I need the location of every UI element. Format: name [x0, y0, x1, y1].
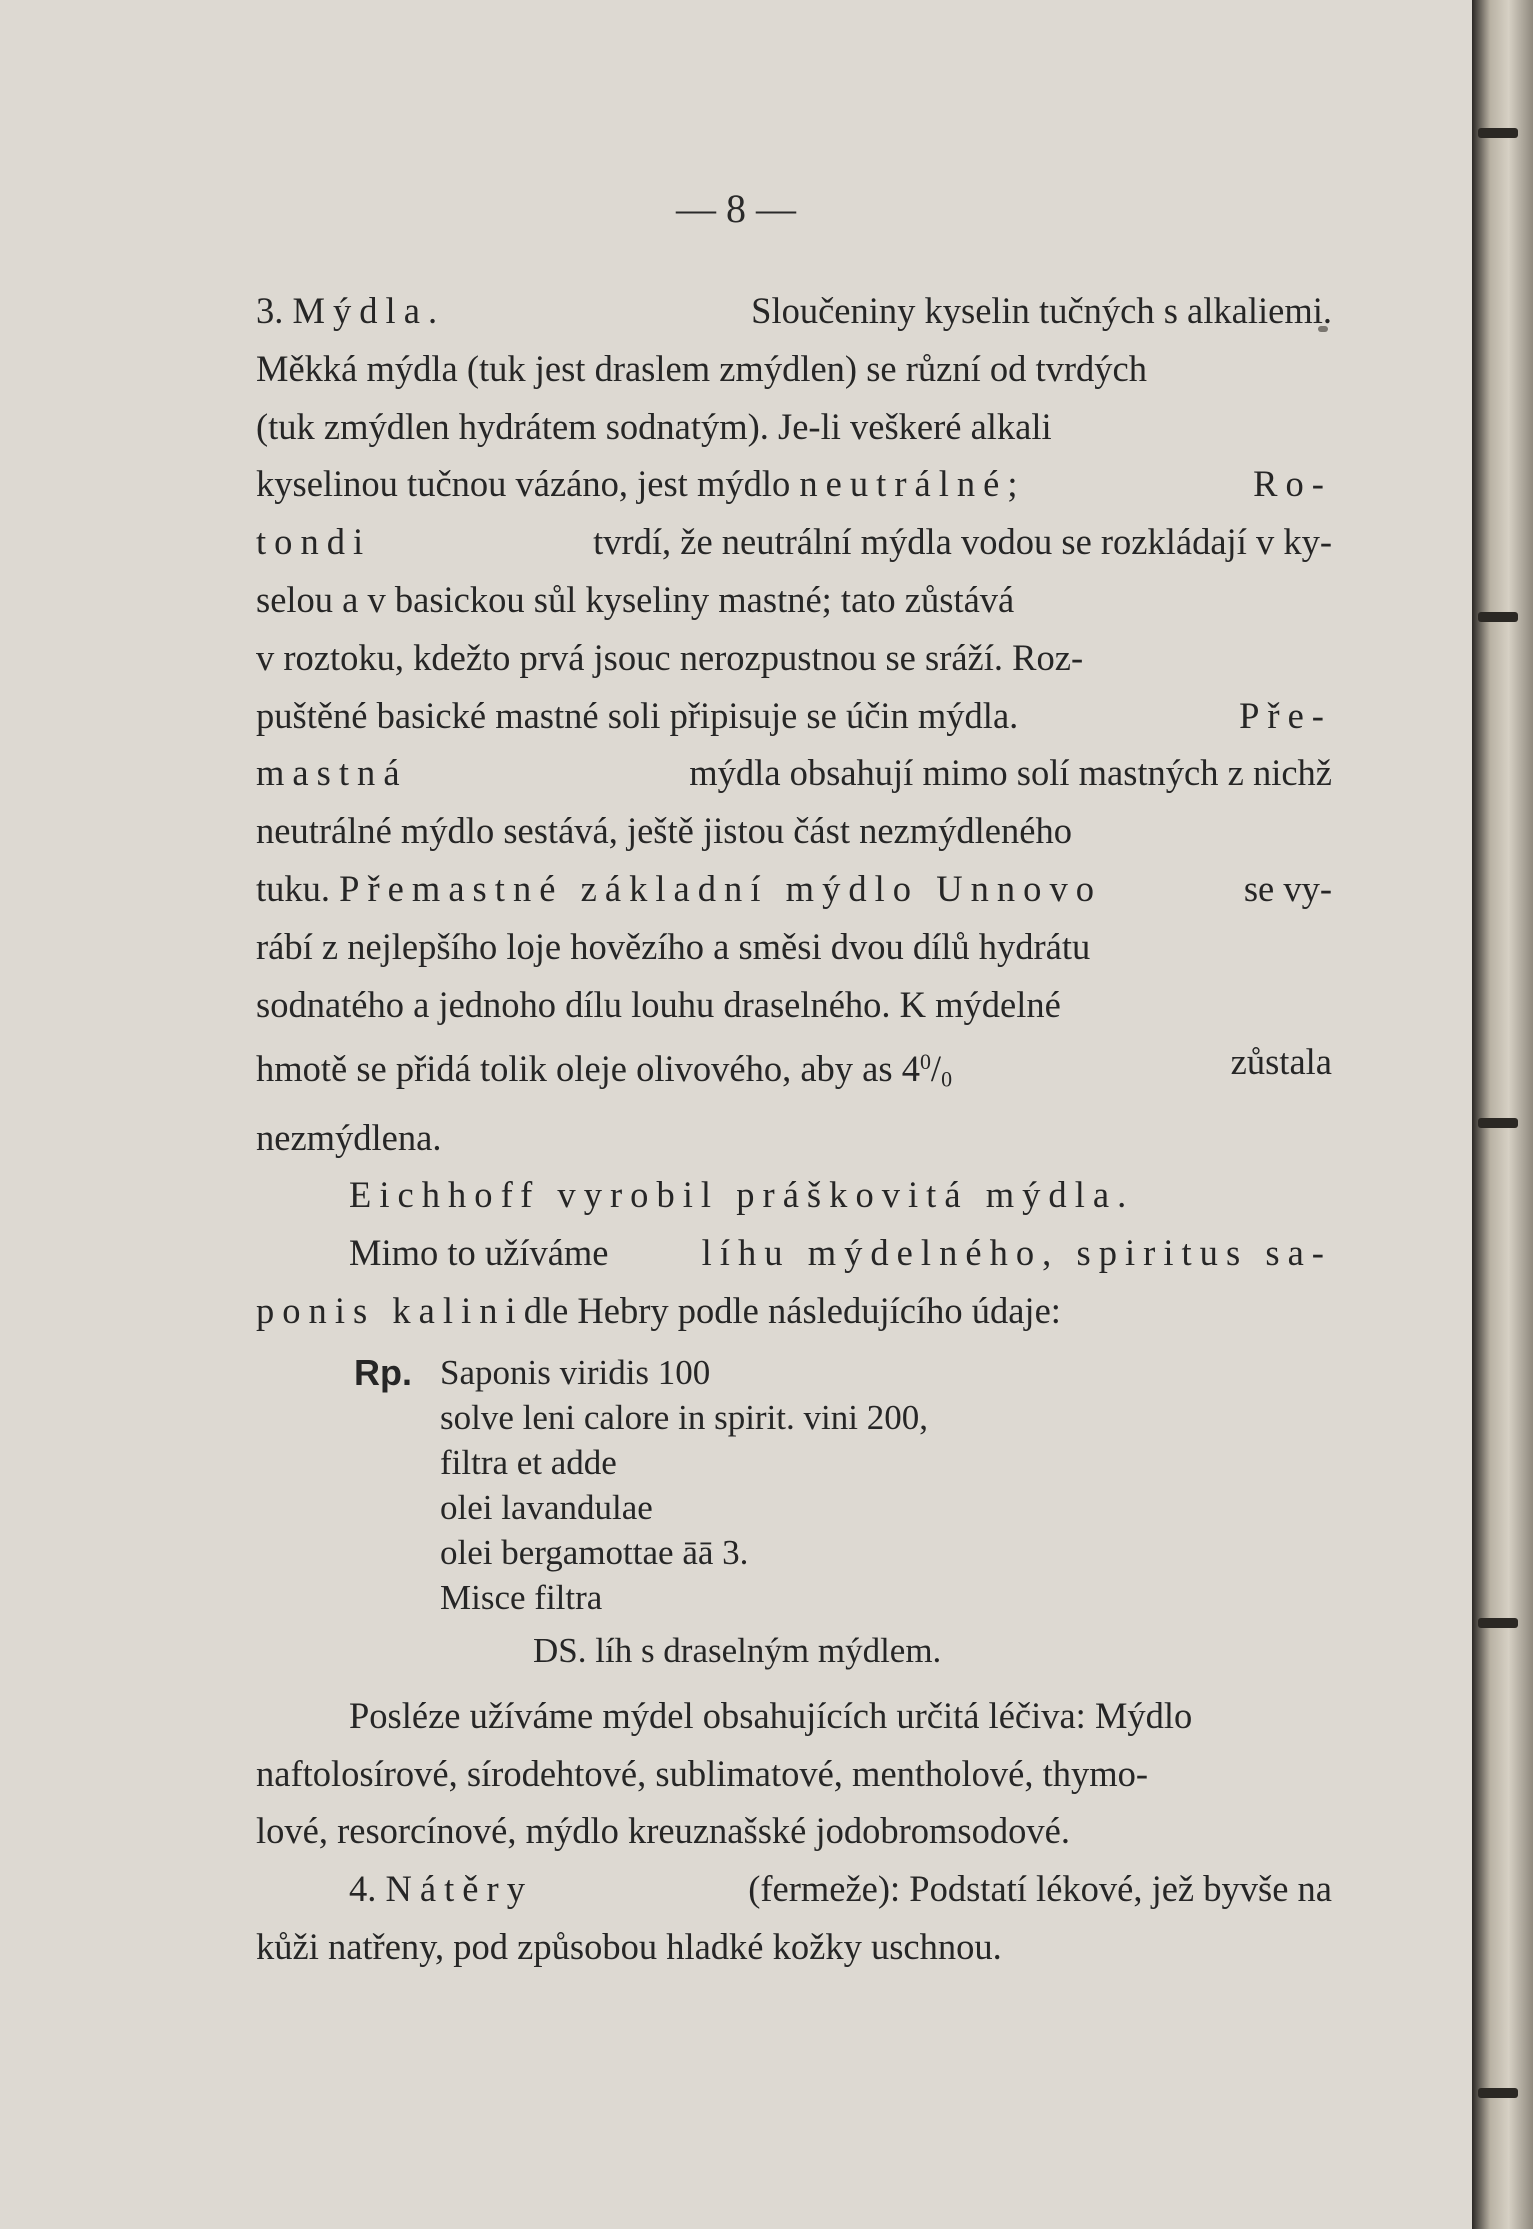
text-line: 3. Mýdla. Sloučeniny kyselin tučných s alkaliemi. [256, 290, 1332, 331]
spaced-term: tondi [256, 521, 372, 563]
spaced-term: Nátěry [385, 1868, 533, 1910]
page-edge-binding [1472, 0, 1533, 2229]
text-line: tondi tvrdí, že neutrální mýdla vodou se rozkládají v ky- [256, 513, 1332, 571]
paragraph-spirit [256, 1224, 1332, 1340]
text-line: Mimo to užíváme líhu mýdelného, spiritus sa- [256, 1224, 1332, 1282]
text-line: 4. Nátěry (fermeže): Podstatí lékové, jež byvše na [349, 1868, 1332, 1910]
text-line: puštěné basické mastné soli připisuje se účin mýdla. Pře- [256, 687, 1332, 745]
text-line: Posléze užíváme mýdel obsahujících určitá léčiva: Mýdlo [349, 1694, 1193, 1736]
text-line: selou a v basickou sůl kyseliny mastné; tato zůstává [256, 578, 1015, 620]
page-text [256, 282, 1332, 1976]
text-line: kyselinou tučnou vázáno, jest mýdlo neutrálné; Ro- [256, 455, 1332, 513]
recipe-line: Misce filtra [440, 1577, 603, 1617]
spaced-term: Ro- [1253, 463, 1332, 505]
recipe-line: olei lavandulae [440, 1487, 653, 1527]
spaced-term: líhu mýdelného, spiritus sa- [701, 1232, 1332, 1274]
recipe-line: olei bergamottae āā 3. [440, 1532, 749, 1572]
text-line: v roztoku, kdežto prvá jsouc nerozpustnou se sráží. Roz- [256, 636, 1084, 678]
recipe-signa: DS. líh s draselným mýdlem. [533, 1630, 942, 1670]
spaced-term: Mýdla. [292, 290, 446, 331]
text-line: naftolosírové, sírodehtové, sublimatové, mentholové, thymo- [256, 1752, 1149, 1794]
text-line: rábí z nejlepšího loje hovězího a směsi dvou dílů hydrátu [256, 925, 1091, 967]
text-line: tuku. Přemastné základní mýdlo Unnovo se vy- [256, 867, 1332, 909]
prescription [256, 1350, 1332, 1673]
text-line: (tuk zmýdlen hydrátem sodnatým). Je-li veškeré alkali [256, 405, 1052, 447]
page-number: — 8 — [676, 186, 796, 231]
spaced-term: Pře- [1239, 694, 1332, 736]
text-line: hmotě se přidá tolik oleje olivového, aby as $4^0/_0$ zůstala [256, 1041, 1332, 1092]
text-line: nezmýdlena. [256, 1116, 442, 1158]
binding-mark [1478, 1618, 1518, 1628]
text-line: neutrálné mýdlo sestává, ještě jistou část nezmýdleného [256, 810, 1072, 852]
recipe-line: Saponis viridis 100 [440, 1352, 711, 1392]
binding-mark [1478, 1118, 1518, 1128]
text-line: lové, resorcínové, mýdlo kreuznašské jodobromsodové. [256, 1810, 1070, 1852]
spaced-term: Přemastné základní mýdlo Unnovo [339, 867, 1103, 909]
recipe-line: filtra et adde [440, 1442, 617, 1482]
paragraph-medicated-soaps [256, 1687, 1332, 1860]
spaced-term: neutrálné [799, 463, 1008, 505]
text-line: mastná mýdla obsahují mimo solí mastných z nichž [256, 744, 1332, 802]
spacer [256, 1673, 1332, 1687]
text-line: kůži natřeny, pod způsobou hladké kožky uschnou. [256, 1926, 1002, 1968]
text-line: Měkká mýdla (tuk jest draslem zmýdlen) se různí od tvrdých [256, 347, 1147, 389]
recipe-line: solve leni calore in spirit. vini 200, [440, 1397, 928, 1437]
paragraph-soaps [256, 282, 1332, 1166]
spaced-term: ponis kalini [256, 1290, 524, 1332]
paragraph-eichhoff: Eichhoff vyrobil práškovitá mýdla. [349, 1174, 1135, 1216]
binding-mark [1478, 2088, 1518, 2098]
binding-mark [1478, 612, 1518, 622]
binding-mark [1478, 128, 1518, 138]
spaced-term: mastná [256, 752, 408, 794]
recipe-symbol: Rp. [354, 1351, 412, 1393]
text-line: sodnatého a jednoho dílu louhu draselného. K mýdelné [256, 983, 1061, 1025]
text-line: ponis kalini dle Hebry podle následujícího údaje: [256, 1282, 1332, 1340]
paragraph-coatings [256, 1860, 1332, 1976]
